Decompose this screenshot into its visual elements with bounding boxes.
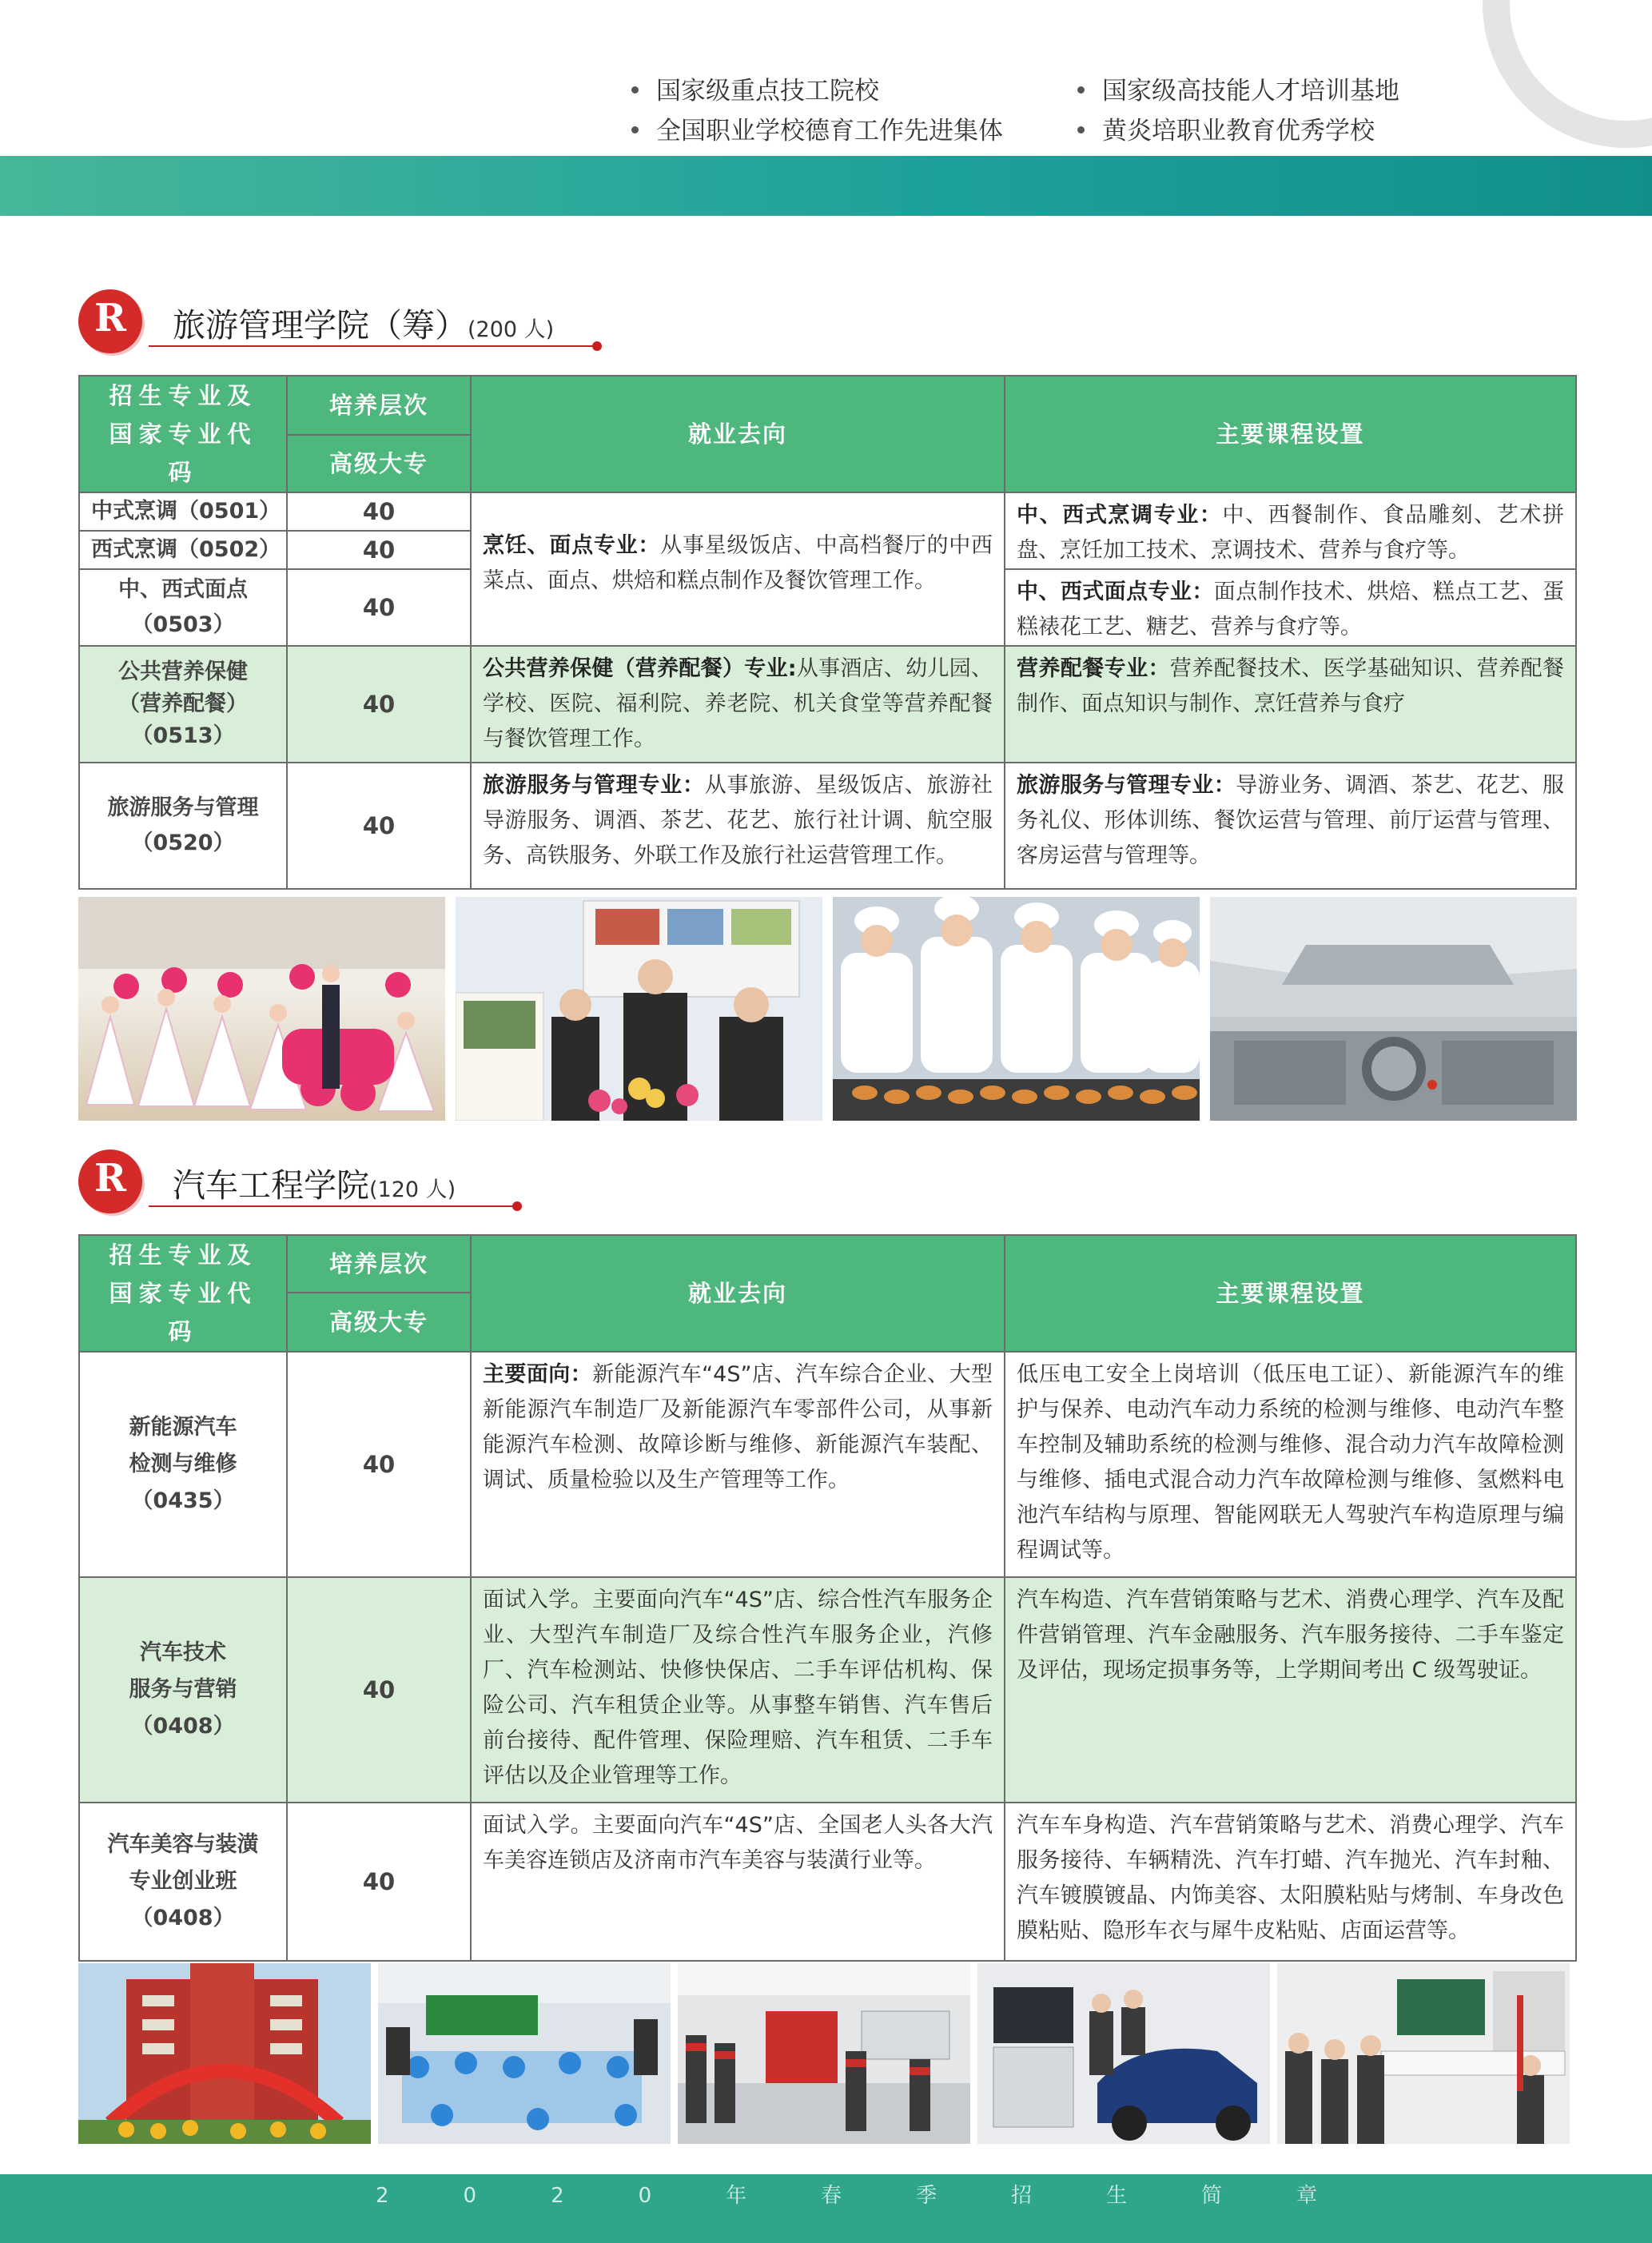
course-text: 汽车构造、汽车营销策略与艺术、消费心理学、汽车及配件营销管理、汽车金融服务、汽车服务接待、二手车鉴定及评估，现场定损事务等，上学期间考出 C 级驾驶证。 bbox=[1017, 1588, 1564, 1683]
table-header-row bbox=[79, 376, 1576, 435]
table-row bbox=[79, 492, 1576, 531]
enrollment-cell bbox=[287, 646, 471, 763]
header-text: 就业去向 bbox=[687, 1280, 787, 1307]
bullet-icon bbox=[631, 126, 639, 133]
major-name: 公共营养保健 bbox=[118, 659, 248, 684]
major-cell bbox=[79, 1352, 287, 1577]
title-underline bbox=[149, 1205, 516, 1207]
enrollment-number: 40 bbox=[362, 536, 396, 564]
table-row bbox=[79, 763, 1576, 889]
header-text: 培养层次 bbox=[328, 392, 428, 420]
header-text: 主要课程设置 bbox=[1216, 420, 1365, 448]
flower-exhibition-photo bbox=[456, 897, 822, 1121]
classroom-photo bbox=[1277, 1963, 1570, 2144]
major-cell bbox=[79, 1803, 287, 1961]
header-text: 高级大专 bbox=[328, 450, 428, 478]
enrollment-number: 40 bbox=[362, 498, 396, 525]
career-text: 从事酒店、幼儿园、学校、医院、福利院、养老院、机关食堂等营养配餐与餐饮管理工作。 bbox=[483, 656, 993, 751]
major-name: 汽车技术 bbox=[140, 1640, 226, 1665]
honor-text: 黄炎培职业教育优秀学校 bbox=[1102, 117, 1375, 145]
header-courses bbox=[1005, 1235, 1576, 1352]
enrollment-number: 40 bbox=[362, 691, 396, 718]
enrollment-number: 40 bbox=[362, 1451, 396, 1478]
courses-cell bbox=[1005, 763, 1576, 889]
major-cell bbox=[79, 763, 287, 889]
courses-cell bbox=[1005, 492, 1576, 569]
workshop-scene-icon bbox=[678, 1963, 970, 2144]
header-level-sub bbox=[287, 1293, 471, 1352]
enrollment-cell bbox=[287, 1803, 471, 1961]
honor-item bbox=[631, 110, 1003, 146]
dance-performance-photo bbox=[78, 897, 445, 1121]
logo-letter: R bbox=[94, 296, 126, 341]
bullet-icon bbox=[1077, 86, 1085, 94]
enrollment-count: (120 人) bbox=[369, 1177, 456, 1202]
honor-item bbox=[1077, 70, 1399, 106]
campus-building-photo bbox=[78, 1963, 371, 2144]
enrollment-count: (200 人) bbox=[468, 317, 555, 342]
dance-scene-icon bbox=[78, 897, 445, 1121]
career-text: 从事旅游、星级饭店、旅游社导游服务、调酒、茶艺、花艺、旅行社计调、航空服务、高铁服务、外联工作及旅行社运营管理工作。 bbox=[483, 773, 993, 868]
courses-cell bbox=[1005, 1577, 1576, 1803]
major-code: （0520） bbox=[131, 831, 235, 855]
car-scene-icon bbox=[977, 1963, 1270, 2144]
course-text: 汽车车身构造、汽车营销策略与艺术、消费心理学、汽车服务接待、车辆精洗、汽车打蜡、汽车抛光、汽车封釉、汽车镀膜镀晶、内饰美容、太阳膜粘贴与烤制、车身改色膜粘贴、隐形车衣与犀牛皮粘贴、店面运营等。 bbox=[1017, 1813, 1564, 1943]
major-name: 中式烹调（0501） bbox=[91, 499, 281, 524]
header-level bbox=[287, 376, 471, 435]
car-training-photo bbox=[977, 1963, 1270, 2144]
header-level bbox=[287, 1235, 471, 1293]
courses-cell bbox=[1005, 1803, 1576, 1961]
classroom-scene-icon bbox=[1277, 1963, 1570, 2144]
school-logo-icon bbox=[78, 289, 142, 353]
enrollment-number: 40 bbox=[362, 1868, 396, 1895]
career-text: 面试入学。主要面向汽车“4S”店、全国老人头各大汽车美容连锁店及济南市汽车美容与装潢行业等。 bbox=[483, 1813, 993, 1873]
auto-table bbox=[78, 1234, 1577, 1962]
bullet-icon bbox=[631, 86, 639, 94]
enrollment-number: 40 bbox=[362, 1676, 396, 1703]
major-code: （0408） bbox=[131, 1906, 235, 1930]
workshop-photo bbox=[678, 1963, 970, 2144]
courses-cell bbox=[1005, 569, 1576, 646]
pastry-students-photo bbox=[833, 897, 1200, 1121]
career-cell bbox=[471, 763, 1005, 889]
enrollment-cell bbox=[287, 763, 471, 889]
career-label: 旅游服务与管理专业： bbox=[483, 773, 705, 798]
career-label: 公共营养保健（营养配餐）专业: bbox=[483, 656, 797, 681]
course-label: 中、西式烹调专业： bbox=[1017, 503, 1223, 528]
header-text: 招生专业及国家专业代码 bbox=[109, 382, 257, 486]
header-text: 培养层次 bbox=[328, 1249, 428, 1277]
underline-dot bbox=[512, 1201, 522, 1211]
major-name: 检测与维修 bbox=[129, 1452, 237, 1476]
section-title-text: 旅游管理学院（筹） bbox=[173, 306, 468, 345]
honor-item bbox=[631, 70, 879, 106]
honors-list bbox=[631, 70, 1431, 150]
major-name: 旅游服务与管理 bbox=[107, 795, 259, 820]
honor-text: 国家级高技能人才培训基地 bbox=[1102, 77, 1399, 106]
section-title bbox=[173, 1159, 456, 1206]
building-scene-icon bbox=[78, 1963, 371, 2144]
career-label: 烹饪、面点专业： bbox=[483, 533, 661, 558]
section-heading-auto bbox=[78, 1149, 606, 1221]
table-row bbox=[79, 1803, 1576, 1961]
career-text: 新能源汽车“4S”店、汽车综合企业、大型新能源汽车制造厂及新能源汽车零部件公司，从事新能源汽车检测、故障诊断与维修、新能源汽车装配、调试、质量检验以及生产管理等工作。 bbox=[483, 1362, 993, 1492]
header-courses bbox=[1005, 376, 1576, 492]
tourism-table bbox=[78, 375, 1577, 890]
course-text: 中、西餐制作、食品雕刻、艺术拼盘、烹饪加工技术、烹调技术、营养与食疗等。 bbox=[1017, 503, 1565, 563]
kitchen-scene-icon bbox=[1210, 897, 1577, 1121]
header-career bbox=[471, 376, 1005, 492]
course-text: 营养配餐技术、医学基础知识、营养配餐制作、面点知识与制作、烹饪营养与食疗 bbox=[1017, 656, 1565, 716]
enrollment-number: 40 bbox=[362, 594, 396, 621]
table-header-row bbox=[79, 1235, 1576, 1293]
major-name: 服务与营销 bbox=[129, 1677, 237, 1702]
major-name: 专业创业班 bbox=[129, 1869, 237, 1894]
enrollment-cell bbox=[287, 492, 471, 531]
title-underline bbox=[149, 345, 596, 347]
honor-item bbox=[1077, 110, 1375, 146]
major-name: 汽车美容与装潢 bbox=[107, 1832, 259, 1857]
footer-text: 2020年春季招生简章 bbox=[376, 2184, 1392, 2208]
major-code: （0513） bbox=[131, 723, 235, 748]
tourism-photo-strip bbox=[78, 897, 1577, 1121]
auto-photo-strip bbox=[78, 1963, 1570, 2144]
course-label: 营养配餐专业： bbox=[1017, 656, 1170, 681]
enrollment-cell bbox=[287, 569, 471, 646]
career-text: 从事星级饭店、中高档餐厅的中西菜点、面点、烘焙和糕点制作及餐饮管理工作。 bbox=[483, 533, 993, 593]
course-label: 中、西式面点专业： bbox=[1017, 580, 1214, 604]
career-label: 主要面向： bbox=[483, 1362, 593, 1387]
major-cell bbox=[79, 492, 287, 531]
table-row bbox=[79, 1352, 1576, 1577]
school-logo-icon bbox=[78, 1149, 142, 1213]
header-career bbox=[471, 1235, 1005, 1352]
header-text: 主要课程设置 bbox=[1216, 1280, 1365, 1307]
header-text: 就业去向 bbox=[687, 420, 787, 448]
logo-letter: R bbox=[94, 1156, 126, 1201]
exhibition-scene-icon bbox=[456, 897, 822, 1121]
major-cell bbox=[79, 1577, 287, 1803]
career-cell bbox=[471, 1803, 1005, 1961]
honor-text: 国家级重点技工院校 bbox=[656, 77, 879, 106]
header-level-sub bbox=[287, 435, 471, 492]
enrollment-cell bbox=[287, 1577, 471, 1803]
major-name: 新能源汽车 bbox=[129, 1415, 237, 1440]
section-heading-tourism bbox=[78, 289, 606, 361]
honor-text: 全国职业学校德育工作先进集体 bbox=[656, 117, 1003, 145]
career-text: 面试入学。主要面向汽车“4S”店、综合性汽车服务企业、大型汽车制造厂及综合性汽车服务企业，汽修厂、汽车检测站、快修快保店、二手车评估机构、保险公司、汽车租赁企业等。从事整车销售、汽车售后前台接待、配件管理、保险理赔、汽车租赁、二手车评估以及企业管理等工作。 bbox=[483, 1588, 993, 1788]
career-cell bbox=[471, 1577, 1005, 1803]
chefs-scene-icon bbox=[833, 897, 1200, 1121]
major-name: （营养配餐） bbox=[118, 691, 248, 716]
major-cell bbox=[79, 569, 287, 646]
decorative-ring bbox=[1483, 0, 1652, 148]
competition-photo bbox=[378, 1963, 671, 2144]
course-label: 旅游服务与管理专业： bbox=[1017, 773, 1236, 798]
career-cell bbox=[471, 1352, 1005, 1577]
course-text: 面点制作技术、烘焙、糕点工艺、蛋糕裱花工艺、糖艺、营养与食疗等。 bbox=[1017, 580, 1564, 639]
bullet-icon bbox=[1077, 126, 1085, 133]
major-code: （0408） bbox=[131, 1714, 235, 1739]
table-row bbox=[79, 646, 1576, 763]
header-text: 招生专业及国家专业代码 bbox=[109, 1241, 257, 1345]
major-name: 中、西式面点 bbox=[118, 577, 248, 602]
kitchen-facility-photo bbox=[1210, 897, 1577, 1121]
course-text: 低压电工安全上岗培训（低压电工证）、新能源汽车的维护与保养、电动汽车动力系统的检测与维修、电动汽车整车控制及辅助系统的检测与维修、混合动力汽车故障检测与维修、插电式混合动力汽车故障检测与维修、氢燃料电池汽车结构与原理、智能网联无人驾驶汽车构造原理与编程调试等。 bbox=[1017, 1362, 1564, 1563]
enrollment-cell bbox=[287, 531, 471, 569]
enrollment-number: 40 bbox=[362, 812, 396, 839]
underline-dot bbox=[592, 341, 602, 351]
competition-scene-icon bbox=[378, 1963, 671, 2144]
section-title-text: 汽车工程学院 bbox=[173, 1166, 369, 1205]
career-cell bbox=[471, 492, 1005, 646]
major-name: 西式烹调（0502） bbox=[91, 537, 281, 562]
header-major bbox=[79, 376, 287, 492]
career-cell bbox=[471, 646, 1005, 763]
major-cell bbox=[79, 646, 287, 763]
header-band bbox=[0, 156, 1652, 216]
enrollment-cell bbox=[287, 1352, 471, 1577]
major-cell bbox=[79, 531, 287, 569]
major-code: （0435） bbox=[131, 1488, 235, 1513]
header-major bbox=[79, 1235, 287, 1352]
major-code: （0503） bbox=[131, 612, 235, 637]
section-title bbox=[173, 299, 554, 346]
courses-cell bbox=[1005, 646, 1576, 763]
course-text: 导游业务、调酒、茶艺、花艺、服务礼仪、形体训练、餐饮运营与管理、前厅运营与管理、客房运营与管理等。 bbox=[1017, 773, 1565, 868]
table-row bbox=[79, 1577, 1576, 1803]
courses-cell bbox=[1005, 1352, 1576, 1577]
header-text: 高级大专 bbox=[328, 1308, 428, 1336]
